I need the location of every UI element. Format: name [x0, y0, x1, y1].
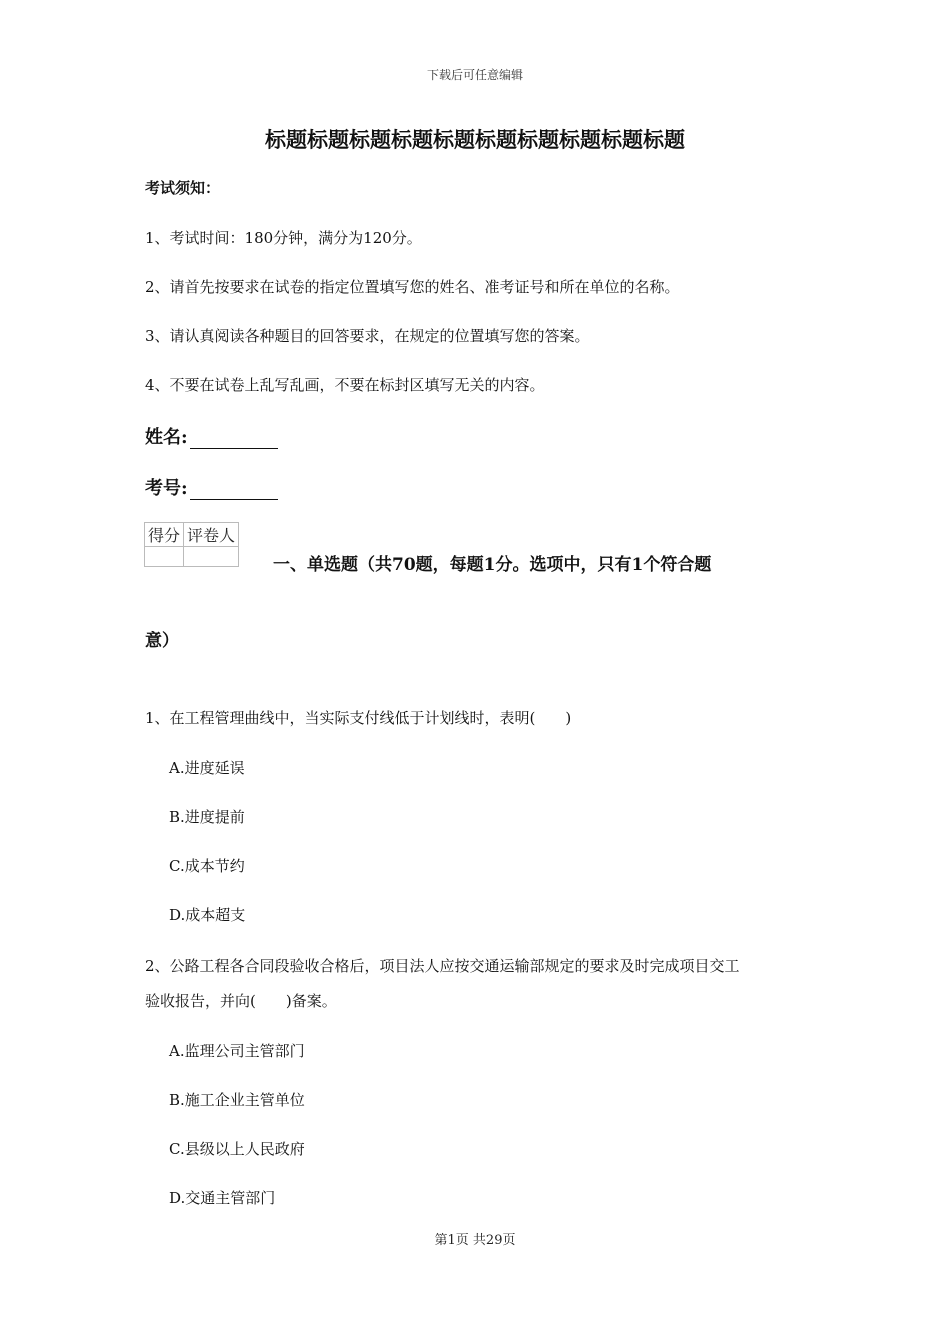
notice-rule-3: 3、请认真阅读各种题目的回答要求，在规定的位置填写您的答案。	[145, 327, 590, 345]
score-header: 得分	[145, 523, 184, 547]
question-2-text: 2、公路工程各合同段验收合格后，项目法人应按交通运输部规定的要求及时完成项目交工	[145, 957, 740, 975]
notice-rule-2: 2、请首先按要求在试卷的指定位置填写您的姓名、准考证号和所在单位的名称。	[145, 278, 680, 296]
name-field[interactable]	[145, 423, 278, 449]
question-2-option-b: B.施工企业主管单位	[169, 1091, 305, 1109]
question-2-option-a: A.监理公司主管部门	[169, 1042, 305, 1060]
notice-heading: 考试须知：	[145, 179, 221, 197]
exam-id-label: 考号:	[145, 478, 188, 499]
grader-header: 评卷人	[184, 523, 239, 547]
exam-id-field[interactable]	[145, 474, 278, 500]
question-2-text-continued: 验收报告，并向( )备案。	[145, 992, 337, 1010]
name-blank[interactable]	[190, 430, 278, 449]
question-2-option-d: D.交通主管部门	[169, 1189, 276, 1207]
notice-rule-4: 4、不要在试卷上乱写乱画，不要在标封区填写无关的内容。	[145, 376, 545, 394]
question-1-option-b: B.进度提前	[169, 808, 245, 826]
exam-id-blank[interactable]	[190, 481, 278, 500]
score-cell[interactable]	[145, 547, 184, 567]
name-label: 姓名:	[145, 427, 188, 448]
question-1-text: 1、在工程管理曲线中，当实际支付线低于计划线时，表明( )	[145, 709, 572, 727]
page-header-note: 下载后可任意编辑	[426, 68, 523, 82]
page-footer: 第1页 共29页	[434, 1233, 516, 1248]
notice-rule-1: 1、考试时间：180分钟，满分为120分。	[145, 229, 422, 247]
score-table	[144, 522, 239, 567]
section-title: 一、单选题（共70题，每题1分。选项中，只有1个符合题	[273, 555, 712, 575]
grader-cell[interactable]	[184, 547, 239, 567]
question-2-option-c: C.县级以上人民政府	[169, 1140, 305, 1158]
question-1-option-d: D.成本超支	[169, 906, 246, 924]
question-1-option-a: A.进度延误	[169, 759, 245, 777]
document-title: 标题标题标题标题标题标题标题标题标题标题	[265, 127, 685, 152]
section-title-continued: 意）	[145, 631, 179, 651]
question-1-option-c: C.成本节约	[169, 857, 245, 875]
